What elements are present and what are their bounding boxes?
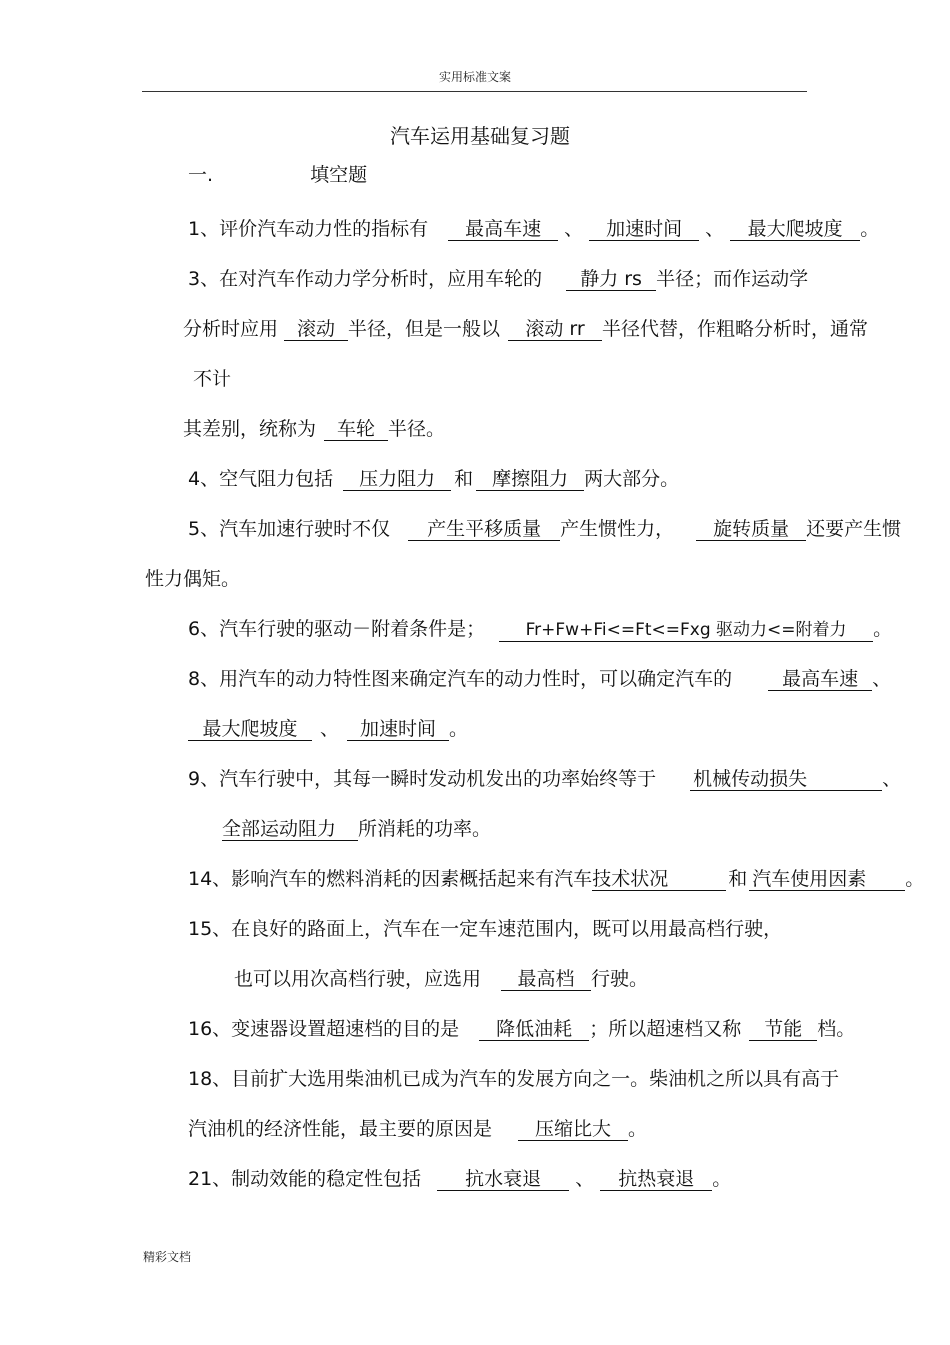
- question-text: 3、在对汽车作动力学分析时，应用车轮的: [188, 268, 543, 290]
- question-text: 所消耗的功率。: [358, 818, 492, 840]
- separator: 、: [564, 218, 584, 240]
- section-heading: [188, 163, 367, 187]
- question-number: 1、: [188, 218, 220, 240]
- question-text: 汽油机的经济性能，最主要的原因是: [188, 1118, 493, 1140]
- question-5-line-1: [188, 517, 901, 541]
- page-header: 实用标准文案: [438, 70, 511, 84]
- question-text: 14、影响汽车的燃料消耗的因素概括起来有汽车: [188, 868, 593, 890]
- question-9-line-1: [188, 767, 901, 791]
- answer-blank: 最高车速: [768, 668, 872, 691]
- question-text: 半径；而作运动学: [656, 268, 809, 290]
- question-text: 其差别，统称为: [183, 418, 317, 440]
- separator: 、: [872, 668, 892, 690]
- answer-blank: 滚动 rr: [508, 318, 602, 341]
- answer-blank: 抗水衰退: [437, 1168, 569, 1191]
- question-end: 档。: [817, 1018, 856, 1040]
- question-text: 分析时应用: [183, 318, 279, 340]
- question-8-line-2: [188, 717, 468, 741]
- answer-blank: 静力 rs: [566, 268, 656, 291]
- question-3-line-4: [183, 417, 445, 441]
- question-end: 。: [712, 1168, 732, 1190]
- separator: 、: [320, 718, 340, 740]
- question-text: 5、汽车加速行驶时不仅: [188, 518, 391, 540]
- answer-blank: 滚动: [284, 318, 348, 341]
- answer-blank: 压力阻力: [343, 468, 451, 491]
- separator: 、: [882, 768, 902, 790]
- question-8-line-1: [188, 667, 891, 691]
- answer-blank: 加速时间: [589, 218, 699, 241]
- question-end: 。: [873, 618, 893, 640]
- question-text: 也可以用次高档行驶，应选用: [234, 968, 482, 990]
- question-end: 。: [860, 218, 880, 240]
- answer-blank: 加速时间: [347, 718, 449, 741]
- question-text: 行驶。: [591, 968, 649, 990]
- question-18-line-1: 18、目前扩大选用柴油机已成为汽车的发展方向之一。柴油机之所以具有高于: [188, 1068, 840, 1090]
- question-15-line-1: 15、在良好的路面上，汽车在一定车速范围内，既可以用最高档行驶，: [188, 918, 783, 940]
- answer-blank: 降低油耗: [479, 1018, 589, 1041]
- separator: 、: [575, 1168, 595, 1190]
- question-3-line-3: 不计: [193, 368, 232, 390]
- question-18-line-2: [188, 1117, 647, 1141]
- question-16: [188, 1017, 855, 1041]
- question-end: 。: [905, 868, 925, 890]
- question-text: 和: [454, 468, 474, 490]
- separator: 、: [705, 218, 725, 240]
- page-footer: 精彩文档: [143, 1250, 192, 1264]
- question-3-line-1: [188, 267, 808, 291]
- question-text: 半径，但是一般以: [348, 318, 501, 340]
- question-text: 6、汽车行驶的驱动－附着条件是；: [188, 618, 486, 640]
- question-text: 4、空气阻力包括: [188, 468, 334, 490]
- document-title: 汽车运用基础复习题: [390, 124, 570, 148]
- question-end: 两大部分。: [584, 468, 680, 490]
- answer-blank: 旋转质量: [696, 518, 806, 541]
- question-4: [188, 467, 679, 491]
- question-15-line-2: [234, 967, 648, 991]
- question-9-line-2: [222, 817, 491, 841]
- answer-blank: 车轮: [324, 418, 388, 441]
- question-end: 。: [628, 1118, 648, 1140]
- answer-blank: 抗热衰退: [600, 1168, 712, 1191]
- question-3-line-2: [183, 317, 868, 341]
- answer-blank: 汽车使用因素: [749, 868, 905, 891]
- question-text: 8、用汽车的动力特性图来确定汽车的动力性时，可以确定汽车的: [188, 668, 733, 690]
- question-6: [188, 617, 892, 642]
- question-21: [188, 1167, 731, 1191]
- answer-blank: 最大爬坡度: [188, 718, 312, 741]
- answer-blank: 摩擦阻力: [476, 468, 584, 491]
- answer-blank: 最高车速: [448, 218, 558, 241]
- header-rule: [142, 91, 807, 92]
- answer-blank: 节能: [749, 1018, 817, 1041]
- answer-blank: 产生平移质量: [408, 518, 560, 541]
- answer-blank: 机械传动损失: [690, 768, 882, 791]
- question-text: 半径。: [388, 418, 446, 440]
- question-text: ；所以超速档又称: [589, 1018, 742, 1040]
- question-text: 评价汽车动力性的指标有: [219, 218, 429, 240]
- question-14: [188, 867, 924, 891]
- question-text: 半径代替，作粗略分析时，通常: [602, 318, 869, 340]
- question-1: [188, 217, 879, 241]
- question-5-line-2: 性力偶矩。: [145, 568, 241, 590]
- question-text: 9、汽车行驶中，其每一瞬时发动机发出的功率始终等于: [188, 768, 657, 790]
- question-text: 和: [728, 868, 748, 890]
- answer-blank: 最高档: [501, 968, 591, 991]
- answer-blank: 压缩比大: [518, 1118, 628, 1141]
- question-end: 。: [449, 718, 469, 740]
- question-text: 16、变速器设置超速档的目的是: [188, 1018, 460, 1040]
- question-text: 还要产生惯: [806, 518, 902, 540]
- answer-blank: 技术状况: [592, 868, 726, 891]
- question-text: 21、制动效能的稳定性包括: [188, 1168, 422, 1190]
- section-label: 填空题: [310, 164, 368, 186]
- answer-blank: 最大爬坡度: [730, 218, 860, 241]
- answer-blank: 全部运动阻力: [222, 818, 358, 841]
- question-text: 产生惯性力，: [560, 518, 675, 540]
- section-number: 一.: [188, 164, 214, 186]
- answer-blank: Fr+Fw+Fi<=Ft<=Fxg 驱动力<=附着力: [499, 619, 873, 642]
